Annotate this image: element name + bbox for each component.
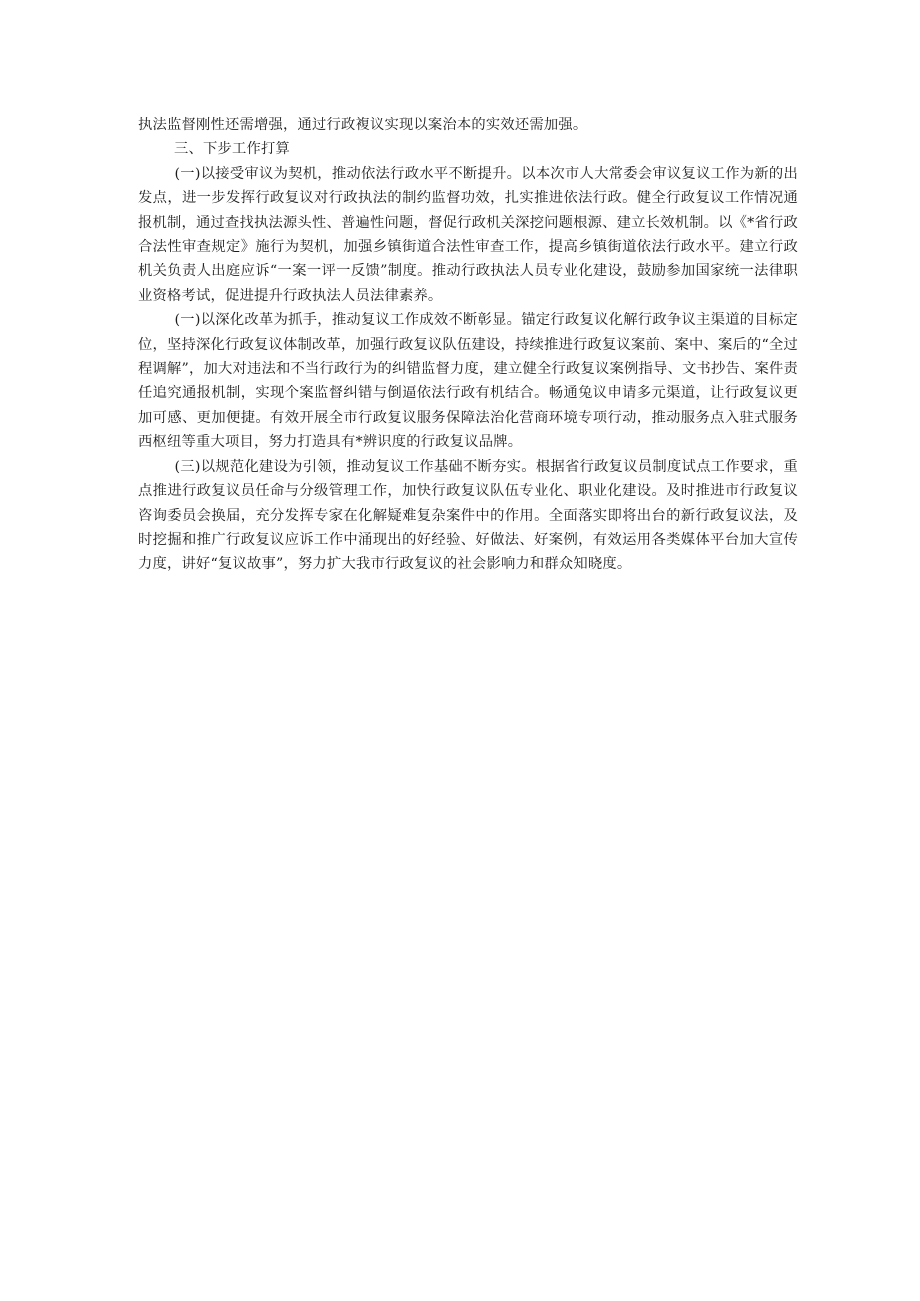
paragraph-item-3: (三)以规范化建设为引领，推动复议工作基础不断夯实。根据省行政复议员制度试点工作要求，重点推进行政复议员任命与分级管理工作，加快行政复议队伍专业化、职业化建设。及时推进市行政复议咨询委员会换届，充分发挥专家在化解疑难复杂案件中的作用。全面落实即将出台的新行政复议法，及时挖掘和推广行政复议应诉工作中涌现出的好经验、好做法、好案例，有效运用各类媒体平台加大宣传力度，讲好“复议故事”，努力扩大我市行政复议的社会影响力和群众知晓度。 bbox=[138, 458, 798, 573]
paragraph-item-2: (一)以深化改革为抓手，推动复议工作成效不断彰显。锚定行政复议化解行政争议主渠道的目标定位，坚持深化行政复议体制改革，加强行政复议队伍建设，持续推进行政复议案前、案中、案后的“全过程调解”，加大对违法和不当行政行为的纠错监督力度，建立健全行政复议案例指导、文书抄告、案件责任追究通报机制，实现个案监督纠错与倒逼依法行政有机结合。畅通兔议申请多元渠道，让行政复议更加可感、更加便捷。有效开展全市行政复议服务保障法治化营商环境专项行动，推动服务点入驻式服务西枢纽等重大项目，努力打造具有*辨识度的行政复议品牌。 bbox=[138, 312, 798, 451]
paragraph-carryover: 执法监督刚性还需增强，通过行政複议实现以案治本的实效还需加强。 bbox=[138, 117, 588, 133]
paragraph-item-1: (一)以接受审议为契机，推动依法行政水平不断提升。以本次市人大常委会审议复议工作为新的出发点，进一步发挥行政复议对行政执法的制约监督功效，扎实推进依法行政。健全行政复议工作情况通报机制，通过查找执法源头性、普遍性问题，督促行政机关深挖问题根源、建立长效机制。以《*省行政合法性审查规定》施行为契机，加强乡镇街道合法性审查工作，提高乡镇街道依法行政水平。建立行政机关负责人出庭应诉“一案一评一反馈”制度。推动行政执法人员专业化建设，鼓励参加国家统一法律职业资格考试，促进提升行政执法人员法律素养。 bbox=[138, 165, 798, 304]
section-heading: 三、下步工作打算 bbox=[174, 141, 290, 158]
document-body bbox=[138, 113, 798, 577]
